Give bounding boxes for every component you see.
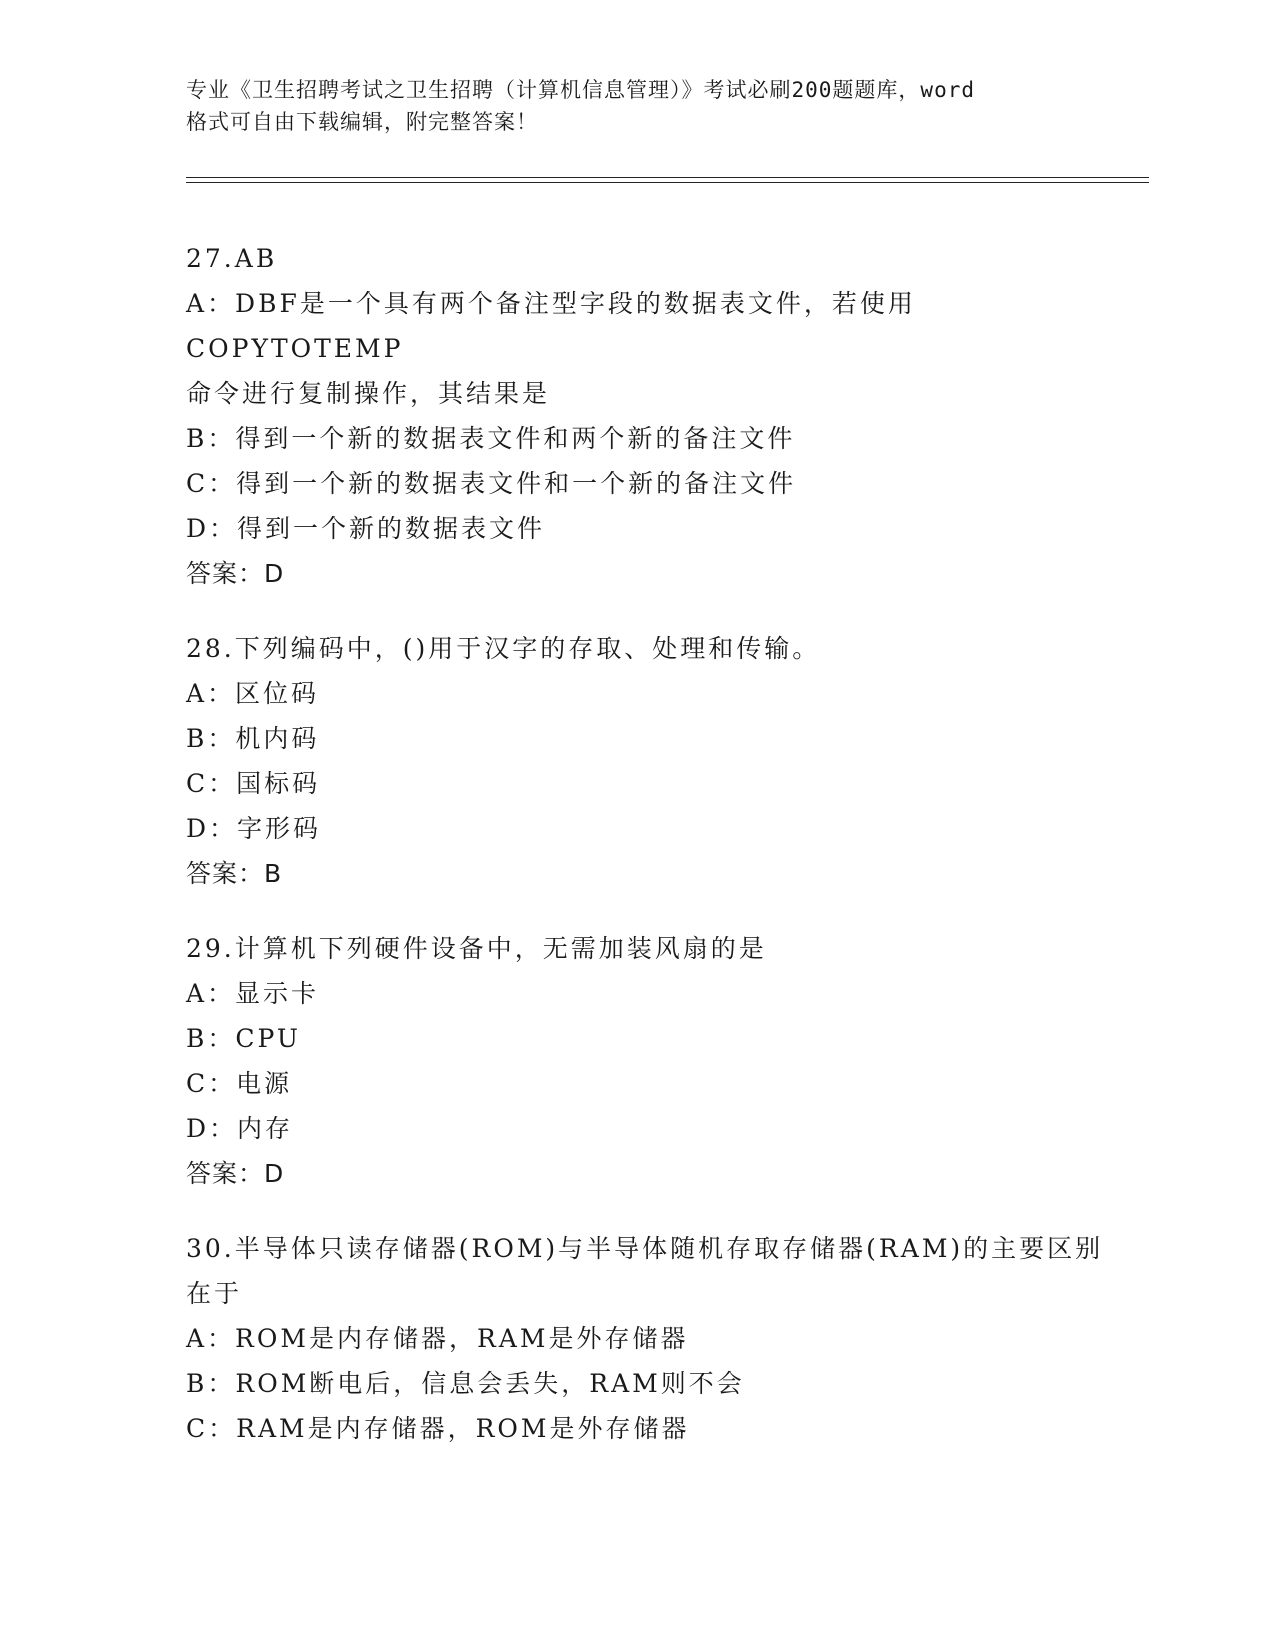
header-line-1: 专业《卫生招聘考试之卫生招聘（计算机信息管理）》考试必刷200题题库，word [186, 78, 975, 102]
document-header [186, 74, 1086, 138]
option-c: C：RAM是内存储器，ROM是外存储器 [186, 1414, 690, 1443]
option-a: A：显示卡 [186, 979, 320, 1008]
question-list [186, 236, 1106, 1481]
question-29 [186, 926, 1106, 1196]
option-c: C：国标码 [186, 769, 321, 798]
option-d: D：内存 [186, 1114, 294, 1143]
option-c: C：电源 [186, 1069, 293, 1098]
option-a-continued: 命令进行复制操作，其结果是 [186, 379, 551, 408]
option-b: B：ROM断电后，信息会丢失，RAM则不会 [186, 1369, 745, 1398]
question-stem: 29.计算机下列硬件设备中，无需加装风扇的是 [186, 934, 767, 963]
option-c: C：得到一个新的数据表文件和一个新的备注文件 [186, 469, 797, 498]
question-stem: 27.AB [186, 244, 278, 273]
header-divider-bottom [186, 182, 1149, 183]
answer-line: 答案：D [186, 559, 285, 588]
option-d: D：得到一个新的数据表文件 [186, 514, 546, 543]
option-a: A：ROM是内存储器，RAM是外存储器 [186, 1324, 689, 1353]
answer-line: 答案：D [186, 1159, 285, 1188]
header-line-2: 格式可自由下载编辑，附完整答案！ [186, 110, 538, 134]
question-stem-continued: 在于 [186, 1279, 243, 1308]
question-stem: 30.半导体只读存储器(ROM)与半导体随机存取存储器(RAM)的主要区别 [186, 1234, 1104, 1263]
question-27 [186, 236, 1106, 596]
option-b: B：CPU [186, 1024, 301, 1053]
option-a: A：DBF是一个具有两个备注型字段的数据表文件，若使用COPYTOTEMP [186, 289, 916, 363]
option-b: B：得到一个新的数据表文件和两个新的备注文件 [186, 424, 796, 453]
answer-line: 答案：B [186, 859, 283, 888]
option-d: D：字形码 [186, 814, 322, 843]
question-28 [186, 626, 1106, 896]
option-b: B：机内码 [186, 724, 320, 753]
question-30 [186, 1226, 1106, 1451]
option-a: A：区位码 [186, 679, 320, 708]
question-stem: 28.下列编码中，()用于汉字的存取、处理和传输。 [186, 634, 821, 663]
header-divider-top [186, 177, 1149, 178]
